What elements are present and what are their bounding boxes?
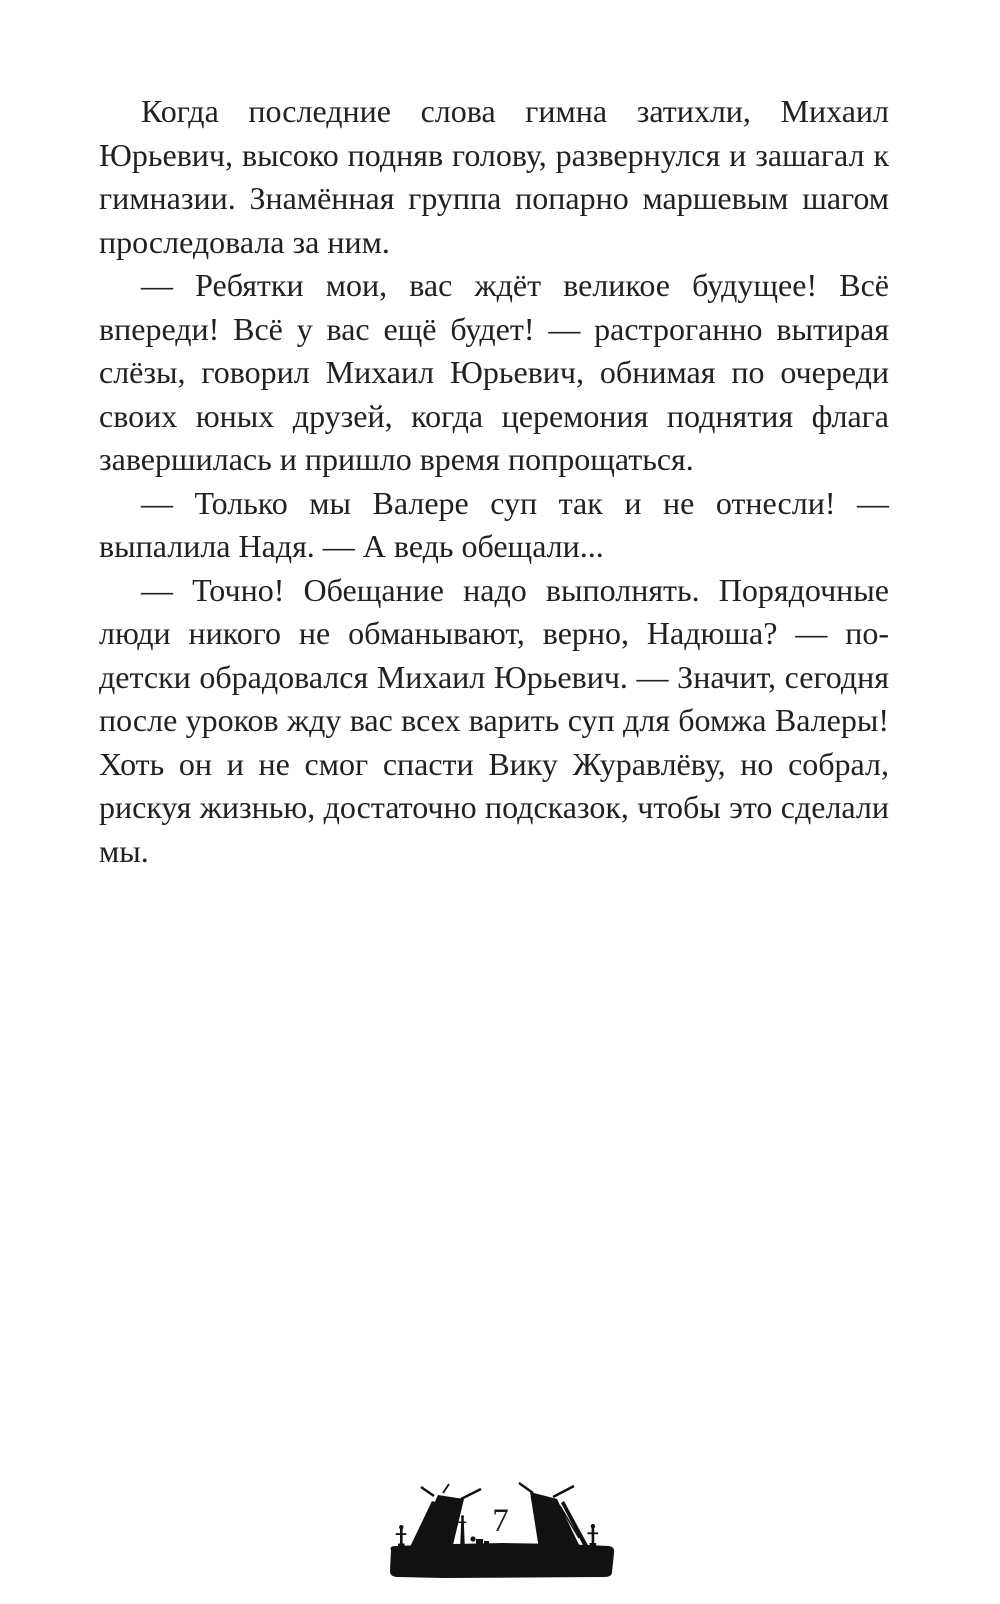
- paragraph-4: — Точно! Обещание надо выполнять. Порядочные люди никого не обманывают, верно, Надюша? — по-детски обрадовался Михаил Юрьевич. — Значит, сегодня после уроков жду вас всех варить суп для бомжа Валеры! Хоть он и не смог спасти Вику Журавлёву, но собрал, рискуя жизнью, достаточно подсказок, чтобы это сделали мы.: [99, 571, 889, 869]
- paragraph-3: — Только мы Валере суп так и не отнесли! — выпалила Надя. — А ведь обещали...: [99, 484, 889, 564]
- page-number: 7: [492, 1503, 509, 1539]
- text-block: [99, 90, 889, 873]
- paragraph-2: — Ребятки мои, вас ждёт великое будущее! Всё впереди! Всё у вас ещё будет! — растроганно вытирая слёзы, говорил Михаил Юрьевич, обнимая по очереди своих юных друзей, когда церемония поднятия флага завершилась и пришло время попрощаться.: [99, 267, 889, 477]
- paragraph-1: Когда последние слова гимна затихли, Михаил Юрьевич, высоко подняв голову, развернулся и зашагал к гимназии. Знамённая группа попарно маршевым шагом проследовала за ним.: [99, 93, 889, 260]
- deck-bump: [476, 1539, 483, 1545]
- deck-bump: [484, 1541, 489, 1545]
- page-footer: [383, 1476, 618, 1582]
